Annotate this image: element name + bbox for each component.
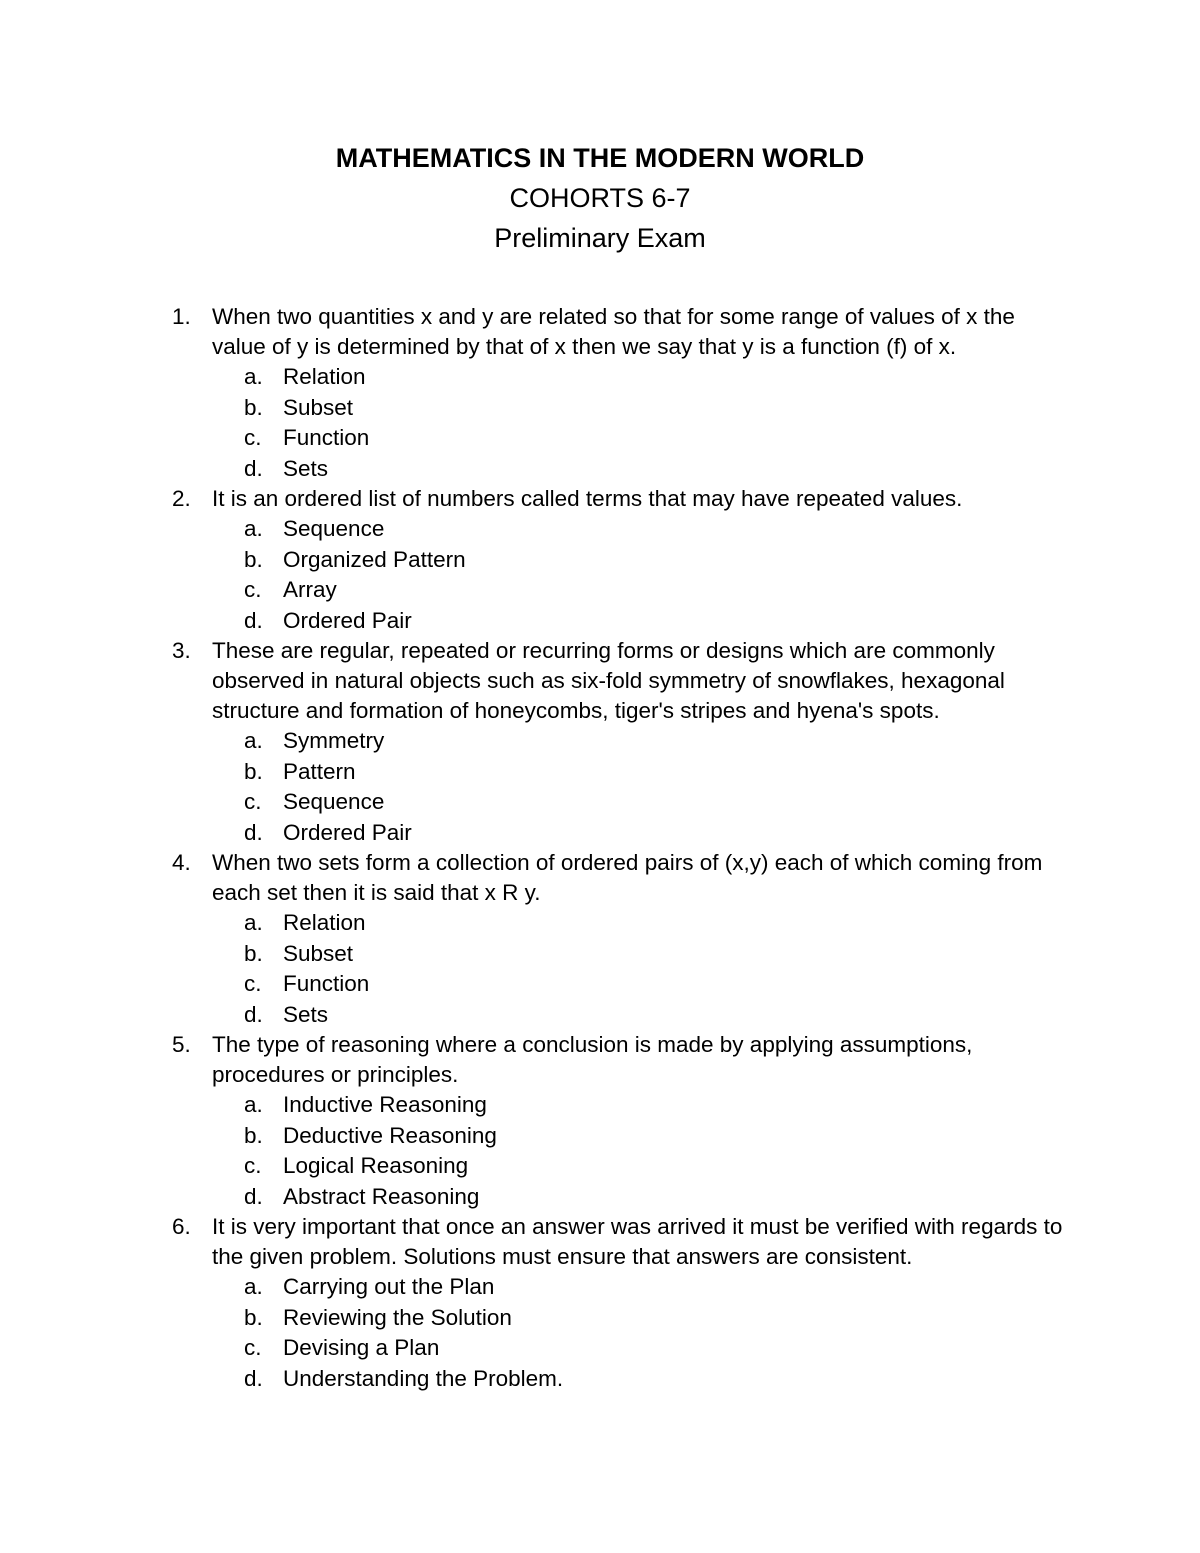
option-letter: d.	[244, 1183, 263, 1209]
option-letter: c.	[244, 789, 262, 814]
option-letter: a.	[244, 1092, 263, 1117]
option-item	[0, 393, 1200, 424]
option-letter: c.	[244, 1153, 262, 1178]
question-number: 1.	[172, 304, 191, 329]
option-text: Symmetry	[283, 728, 385, 753]
option-letter: b.	[244, 1304, 263, 1330]
option-item	[0, 423, 1200, 454]
option-text: Devising a Plan	[283, 1335, 440, 1360]
option-item	[0, 454, 1200, 485]
question-2	[0, 484, 1200, 636]
option-text: Ordered Pair	[283, 819, 412, 845]
option-item	[0, 362, 1200, 393]
option-letter: d.	[244, 455, 263, 481]
option-letter: b.	[244, 546, 263, 572]
option-item	[0, 1303, 1200, 1334]
option-list	[0, 726, 1200, 848]
option-text: Reviewing the Solution	[283, 1304, 512, 1330]
option-item	[0, 908, 1200, 939]
option-item	[0, 514, 1200, 545]
option-letter: c.	[244, 425, 262, 450]
question-text: These are regular, repeated or recurring forms or designs which are commonly observed in natural objects such as six-fold symmetry of snowflakes, hexagonal structure and formation of honeycombs, tiger's stripes and hyena's spots.	[212, 638, 1005, 723]
option-text: Deductive Reasoning	[283, 1122, 497, 1148]
option-letter: d.	[244, 1365, 263, 1391]
option-text: Subset	[283, 394, 354, 420]
option-item	[0, 1151, 1200, 1182]
question-6	[0, 1212, 1200, 1394]
question-text: The type of reasoning where a conclusion is made by applying assumptions, procedures or principles.	[212, 1032, 973, 1087]
option-letter: a.	[244, 364, 263, 389]
option-text: Sets	[283, 455, 329, 481]
question-3	[0, 636, 1200, 848]
exam-label: Preliminary Exam	[494, 223, 706, 253]
option-letter: c.	[244, 971, 262, 996]
question-list	[0, 302, 1200, 1394]
option-item	[0, 1090, 1200, 1121]
option-text: Logical Reasoning	[283, 1153, 469, 1178]
option-text: Subset	[283, 940, 354, 966]
option-text: Understanding the Problem.	[283, 1365, 564, 1391]
option-letter: b.	[244, 394, 263, 420]
option-list	[0, 1090, 1200, 1212]
option-text: Sequence	[283, 516, 385, 541]
option-letter: a.	[244, 910, 263, 935]
document-header	[0, 138, 1200, 258]
option-item	[0, 575, 1200, 606]
option-text: Carrying out the Plan	[283, 1274, 495, 1299]
question-5	[0, 1030, 1200, 1212]
question-number: 3.	[172, 638, 191, 663]
option-letter: b.	[244, 940, 263, 966]
option-item	[0, 1333, 1200, 1364]
option-text: Relation	[283, 364, 366, 389]
option-letter: d.	[244, 819, 263, 845]
option-letter: c.	[244, 1335, 262, 1360]
option-item	[0, 1182, 1200, 1213]
question-4	[0, 848, 1200, 1030]
option-item	[0, 818, 1200, 849]
question-text: When two quantities x and y are related so that for some range of values of x the value of y is determined by that of x then we say that y is a function (f) of x.	[212, 304, 1015, 359]
option-text: Ordered Pair	[283, 607, 412, 633]
option-item	[0, 545, 1200, 576]
option-item	[0, 969, 1200, 1000]
option-item	[0, 1272, 1200, 1303]
option-text: Inductive Reasoning	[283, 1092, 487, 1117]
option-text: Pattern	[283, 758, 356, 784]
option-text: Relation	[283, 910, 366, 935]
option-text: Array	[283, 577, 337, 602]
question-number: 2.	[172, 486, 191, 511]
question-number: 5.	[172, 1032, 191, 1057]
option-letter: d.	[244, 607, 263, 633]
option-letter: a.	[244, 728, 263, 753]
option-item	[0, 1364, 1200, 1395]
option-letter: a.	[244, 1274, 263, 1299]
question-text: When two sets form a collection of ordered pairs of (x,y) each of which coming from each set then it is said that x R y.	[212, 850, 1043, 905]
option-item	[0, 606, 1200, 637]
option-item	[0, 939, 1200, 970]
option-text: Sets	[283, 1001, 329, 1027]
question-number: 6.	[172, 1214, 191, 1239]
option-list	[0, 362, 1200, 484]
question-number: 4.	[172, 850, 191, 875]
option-text: Organized Pattern	[283, 546, 466, 572]
question-1	[0, 302, 1200, 484]
option-item	[0, 787, 1200, 818]
option-list	[0, 514, 1200, 636]
option-list	[0, 1272, 1200, 1394]
option-letter: d.	[244, 1001, 263, 1027]
option-letter: c.	[244, 577, 262, 602]
question-text: It is very important that once an answer was arrived it must be verified with regards to the given problem. Solutions must ensure that answers are consistent.	[212, 1214, 1063, 1269]
option-item	[0, 757, 1200, 788]
option-letter: a.	[244, 516, 263, 541]
option-text: Sequence	[283, 789, 385, 814]
question-text: It is an ordered list of numbers called terms that may have repeated values.	[212, 486, 963, 511]
option-item	[0, 726, 1200, 757]
option-text: Function	[283, 425, 370, 450]
option-text: Abstract Reasoning	[283, 1183, 480, 1209]
option-list	[0, 908, 1200, 1030]
cohort-label: COHORTS 6-7	[509, 183, 691, 213]
option-letter: b.	[244, 1122, 263, 1148]
document-title: MATHEMATICS IN THE MODERN WORLD	[335, 143, 865, 173]
option-item	[0, 1121, 1200, 1152]
option-item	[0, 1000, 1200, 1031]
option-letter: b.	[244, 758, 263, 784]
option-text: Function	[283, 971, 370, 996]
